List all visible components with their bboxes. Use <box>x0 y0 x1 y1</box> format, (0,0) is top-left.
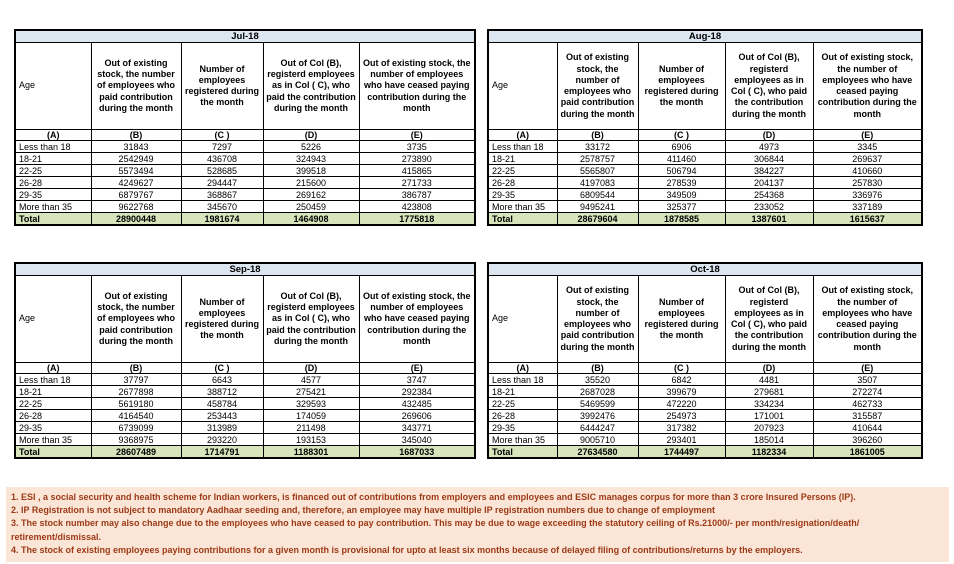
column-letter-row <box>15 130 475 141</box>
age-cell: 29-35 <box>15 422 91 434</box>
value-cell: 386787 <box>359 189 475 201</box>
total-value-cell: 28900448 <box>91 213 181 226</box>
col-header-e: Out of existing stock, the number of employees who have ceased paying contribution during the month <box>359 43 475 130</box>
column-letter-row <box>488 130 922 141</box>
col-letter: (E) <box>813 130 922 141</box>
value-cell: 204137 <box>725 177 813 189</box>
footnote-line: 1. ESI , a social security and health scheme for Indian workers, is financed out of contributions from employers and employees and ESIC manages corpus for more than 3 crore Insured Persons (IP). <box>11 492 856 502</box>
col-letter: (A) <box>15 363 91 374</box>
value-cell: 399679 <box>638 386 725 398</box>
value-cell: 528685 <box>181 165 263 177</box>
table-row <box>15 189 475 201</box>
value-cell: 432485 <box>359 398 475 410</box>
age-cell: Less than 18 <box>488 374 557 386</box>
value-cell: 293401 <box>638 434 725 446</box>
table-row <box>15 422 475 434</box>
total-value-cell: 1687033 <box>359 446 475 459</box>
month-table-sep-18 <box>14 262 476 459</box>
value-cell: 275421 <box>263 386 359 398</box>
value-cell: 254368 <box>725 189 813 201</box>
value-cell: 368867 <box>181 189 263 201</box>
value-cell: 329593 <box>263 398 359 410</box>
month-header-row <box>488 263 922 276</box>
total-value-cell: 1464908 <box>263 213 359 226</box>
value-cell: 269637 <box>813 153 922 165</box>
age-cell: 22-25 <box>15 398 91 410</box>
value-cell: 272274 <box>813 386 922 398</box>
col-letter: (B) <box>91 130 181 141</box>
col-letter: (D) <box>263 130 359 141</box>
total-value-cell: 1878585 <box>638 213 725 226</box>
value-cell: 9622768 <box>91 201 181 213</box>
footnote-line: 2. IP Registration is not subject to mandatory Aadhaar seeding and, therefore, an employee may have multiple IP registration numbers due to change of employment <box>11 505 715 516</box>
col-header-c: Number of employees registered during the month <box>181 43 263 130</box>
col-letter: (C ) <box>181 363 263 374</box>
col-header-b: Out of existing stock, the number of employees who paid contribution during the month <box>557 43 638 130</box>
age-cell: 22-25 <box>15 165 91 177</box>
col-header-b: Out of existing stock, the number of employees who paid contribution during the month <box>557 276 638 363</box>
value-cell: 458784 <box>181 398 263 410</box>
value-cell: 279681 <box>725 386 813 398</box>
value-cell: 472220 <box>638 398 725 410</box>
col-header-age: Age <box>488 276 557 363</box>
footnotes-block <box>6 487 949 562</box>
value-cell: 171001 <box>725 410 813 422</box>
column-letter-row <box>488 363 922 374</box>
value-cell: 233052 <box>725 201 813 213</box>
age-cell: 18-21 <box>488 153 557 165</box>
total-row <box>488 213 922 226</box>
total-label-cell: Total <box>15 446 91 459</box>
col-header-c: Number of employees registered during the month <box>181 276 263 363</box>
table-row <box>488 177 922 189</box>
total-value-cell: 1775818 <box>359 213 475 226</box>
total-label-cell: Total <box>488 446 557 459</box>
table-row <box>488 165 922 177</box>
age-cell: 26-28 <box>488 410 557 422</box>
table-row <box>488 410 922 422</box>
value-cell: 7297 <box>181 141 263 153</box>
value-cell: 6643 <box>181 374 263 386</box>
age-cell: Less than 18 <box>15 374 91 386</box>
value-cell: 193153 <box>263 434 359 446</box>
value-cell: 410644 <box>813 422 922 434</box>
value-cell: 293220 <box>181 434 263 446</box>
value-cell: 306844 <box>725 153 813 165</box>
col-header-age: Age <box>488 43 557 130</box>
col-header-age: Age <box>15 276 91 363</box>
table-row <box>488 434 922 446</box>
value-cell: 411460 <box>638 153 725 165</box>
table-row <box>15 434 475 446</box>
total-row <box>15 213 475 226</box>
month-header: Sep-18 <box>15 263 475 276</box>
column-header-row <box>488 276 922 363</box>
value-cell: 343771 <box>359 422 475 434</box>
table-row <box>15 153 475 165</box>
value-cell: 292384 <box>359 386 475 398</box>
age-cell: More than 35 <box>488 434 557 446</box>
month-header: Aug-18 <box>488 30 922 43</box>
value-cell: 345670 <box>181 201 263 213</box>
age-cell: Less than 18 <box>15 141 91 153</box>
value-cell: 215600 <box>263 177 359 189</box>
table-slot-aug-18 <box>487 29 921 226</box>
value-cell: 317382 <box>638 422 725 434</box>
footnote-line: 3. The stock number may also change due to the employees who have ceased to pay contribution. This may be due to wage exceeding the statutory ceiling of Rs.21000/- per month/resignation/death/ retirement/dismissal. <box>11 518 860 542</box>
table-slot-oct-18 <box>487 262 921 459</box>
month-header: Jul-18 <box>15 30 475 43</box>
age-cell: More than 35 <box>15 201 91 213</box>
value-cell: 9005710 <box>557 434 638 446</box>
total-value-cell: 1615637 <box>813 213 922 226</box>
value-cell: 31843 <box>91 141 181 153</box>
table-row <box>488 189 922 201</box>
total-value-cell: 28607489 <box>91 446 181 459</box>
month-table-aug-18 <box>487 29 923 226</box>
value-cell: 5226 <box>263 141 359 153</box>
value-cell: 254973 <box>638 410 725 422</box>
value-cell: 6879767 <box>91 189 181 201</box>
value-cell: 313989 <box>181 422 263 434</box>
table-row <box>15 177 475 189</box>
table-row <box>488 386 922 398</box>
table-row <box>488 201 922 213</box>
value-cell: 334234 <box>725 398 813 410</box>
total-row <box>15 446 475 459</box>
col-letter: (C ) <box>638 130 725 141</box>
col-letter: (B) <box>91 363 181 374</box>
total-value-cell: 1188301 <box>263 446 359 459</box>
value-cell: 462733 <box>813 398 922 410</box>
col-letter: (A) <box>15 130 91 141</box>
value-cell: 211498 <box>263 422 359 434</box>
column-header-row <box>15 43 475 130</box>
value-cell: 324943 <box>263 153 359 165</box>
month-table-jul-18 <box>14 29 476 226</box>
value-cell: 3345 <box>813 141 922 153</box>
value-cell: 415865 <box>359 165 475 177</box>
col-letter: (C ) <box>181 130 263 141</box>
value-cell: 35520 <box>557 374 638 386</box>
value-cell: 4481 <box>725 374 813 386</box>
value-cell: 5565807 <box>557 165 638 177</box>
value-cell: 185014 <box>725 434 813 446</box>
col-header-b: Out of existing stock, the number of employees who paid contribution during the month <box>91 43 181 130</box>
table-row <box>488 374 922 386</box>
value-cell: 4577 <box>263 374 359 386</box>
value-cell: 5469599 <box>557 398 638 410</box>
age-cell: 29-35 <box>488 422 557 434</box>
table-slot-sep-18 <box>14 262 474 459</box>
table-row <box>15 410 475 422</box>
col-header-d: Out of Col (B), registerd employees as in Col ( C), who paid the contribution during the month <box>263 43 359 130</box>
value-cell: 207923 <box>725 422 813 434</box>
value-cell: 269606 <box>359 410 475 422</box>
age-cell: More than 35 <box>15 434 91 446</box>
value-cell: 6739099 <box>91 422 181 434</box>
column-letter-row <box>15 363 475 374</box>
value-cell: 325377 <box>638 201 725 213</box>
value-cell: 410660 <box>813 165 922 177</box>
footnote-line: 4. The stock of existing employees paying contributions for a given month is provisional for upto at least six months because of delayed filing of contributions/returns by the employers. <box>11 544 803 555</box>
col-header-c: Number of employees registered during the month <box>638 276 725 363</box>
col-header-age: Age <box>15 43 91 130</box>
value-cell: 6444247 <box>557 422 638 434</box>
table-row <box>488 422 922 434</box>
col-letter: (E) <box>359 130 475 141</box>
col-header-d: Out of Col (B), registerd employees as in Col ( C), who paid the contribution during the month <box>263 276 359 363</box>
table-slot-jul-18 <box>14 29 474 226</box>
value-cell: 6809544 <box>557 189 638 201</box>
value-cell: 396260 <box>813 434 922 446</box>
value-cell: 315587 <box>813 410 922 422</box>
value-cell: 345040 <box>359 434 475 446</box>
total-label-cell: Total <box>488 213 557 226</box>
col-header-e: Out of existing stock, the number of employees who have ceased paying contribution during the month <box>813 43 922 130</box>
value-cell: 2542949 <box>91 153 181 165</box>
age-cell: 22-25 <box>488 398 557 410</box>
total-value-cell: 1387601 <box>725 213 813 226</box>
age-cell: 26-28 <box>488 177 557 189</box>
age-cell: 29-35 <box>488 189 557 201</box>
value-cell: 271733 <box>359 177 475 189</box>
table-row <box>488 141 922 153</box>
table-row <box>15 374 475 386</box>
value-cell: 278539 <box>638 177 725 189</box>
value-cell: 294447 <box>181 177 263 189</box>
value-cell: 4164540 <box>91 410 181 422</box>
value-cell: 436708 <box>181 153 263 165</box>
value-cell: 4973 <box>725 141 813 153</box>
value-cell: 9495241 <box>557 201 638 213</box>
col-header-e: Out of existing stock, the number of employees who have ceased paying contribution during the month <box>359 276 475 363</box>
value-cell: 3735 <box>359 141 475 153</box>
total-value-cell: 1182334 <box>725 446 813 459</box>
table-row <box>15 165 475 177</box>
total-label-cell: Total <box>15 213 91 226</box>
value-cell: 250459 <box>263 201 359 213</box>
col-letter: (C ) <box>638 363 725 374</box>
value-cell: 2677898 <box>91 386 181 398</box>
col-header-b: Out of existing stock, the number of employees who paid contribution during the month <box>91 276 181 363</box>
value-cell: 3507 <box>813 374 922 386</box>
table-row <box>15 398 475 410</box>
value-cell: 5573494 <box>91 165 181 177</box>
column-header-row <box>488 43 922 130</box>
value-cell: 506794 <box>638 165 725 177</box>
age-cell: 18-21 <box>15 153 91 165</box>
col-letter: (B) <box>557 130 638 141</box>
col-header-e: Out of existing stock, the number of employees who have ceased paying contribution during the month <box>813 276 922 363</box>
month-header-row <box>15 263 475 276</box>
value-cell: 9368975 <box>91 434 181 446</box>
age-cell: 18-21 <box>15 386 91 398</box>
value-cell: 269162 <box>263 189 359 201</box>
value-cell: 253443 <box>181 410 263 422</box>
value-cell: 337189 <box>813 201 922 213</box>
value-cell: 6842 <box>638 374 725 386</box>
total-value-cell: 1981674 <box>181 213 263 226</box>
col-header-d: Out of Col (B), registerd employees as in Col ( C), who paid the contribution during the month <box>725 276 813 363</box>
table-row <box>15 141 475 153</box>
col-letter: (D) <box>725 130 813 141</box>
value-cell: 388712 <box>181 386 263 398</box>
month-header: Oct-18 <box>488 263 922 276</box>
value-cell: 4249627 <box>91 177 181 189</box>
value-cell: 349509 <box>638 189 725 201</box>
value-cell: 399518 <box>263 165 359 177</box>
total-row <box>488 446 922 459</box>
col-header-c: Number of employees registered during the month <box>638 43 725 130</box>
value-cell: 5619180 <box>91 398 181 410</box>
total-value-cell: 1744497 <box>638 446 725 459</box>
col-letter: (D) <box>725 363 813 374</box>
value-cell: 174059 <box>263 410 359 422</box>
table-row <box>488 398 922 410</box>
value-cell: 257830 <box>813 177 922 189</box>
value-cell: 2687028 <box>557 386 638 398</box>
col-letter: (E) <box>813 363 922 374</box>
column-header-row <box>15 276 475 363</box>
value-cell: 3747 <box>359 374 475 386</box>
col-header-d: Out of Col (B), registerd employees as in Col ( C), who paid the contribution during the month <box>725 43 813 130</box>
value-cell: 2578757 <box>557 153 638 165</box>
value-cell: 37797 <box>91 374 181 386</box>
value-cell: 423808 <box>359 201 475 213</box>
col-letter: (B) <box>557 363 638 374</box>
month-header-row <box>15 30 475 43</box>
age-cell: 22-25 <box>488 165 557 177</box>
value-cell: 33172 <box>557 141 638 153</box>
col-letter: (E) <box>359 363 475 374</box>
value-cell: 4197083 <box>557 177 638 189</box>
col-letter: (A) <box>488 363 557 374</box>
value-cell: 6906 <box>638 141 725 153</box>
table-row <box>488 153 922 165</box>
age-cell: Less than 18 <box>488 141 557 153</box>
age-cell: 29-35 <box>15 189 91 201</box>
month-table-oct-18 <box>487 262 923 459</box>
table-row <box>15 386 475 398</box>
table-row <box>15 201 475 213</box>
col-letter: (D) <box>263 363 359 374</box>
col-letter: (A) <box>488 130 557 141</box>
age-cell: 26-28 <box>15 177 91 189</box>
total-value-cell: 1714791 <box>181 446 263 459</box>
value-cell: 3992476 <box>557 410 638 422</box>
age-cell: More than 35 <box>488 201 557 213</box>
age-cell: 18-21 <box>488 386 557 398</box>
value-cell: 273890 <box>359 153 475 165</box>
total-value-cell: 27634580 <box>557 446 638 459</box>
total-value-cell: 1861005 <box>813 446 922 459</box>
month-header-row <box>488 30 922 43</box>
age-cell: 26-28 <box>15 410 91 422</box>
total-value-cell: 28679604 <box>557 213 638 226</box>
value-cell: 336976 <box>813 189 922 201</box>
value-cell: 384227 <box>725 165 813 177</box>
